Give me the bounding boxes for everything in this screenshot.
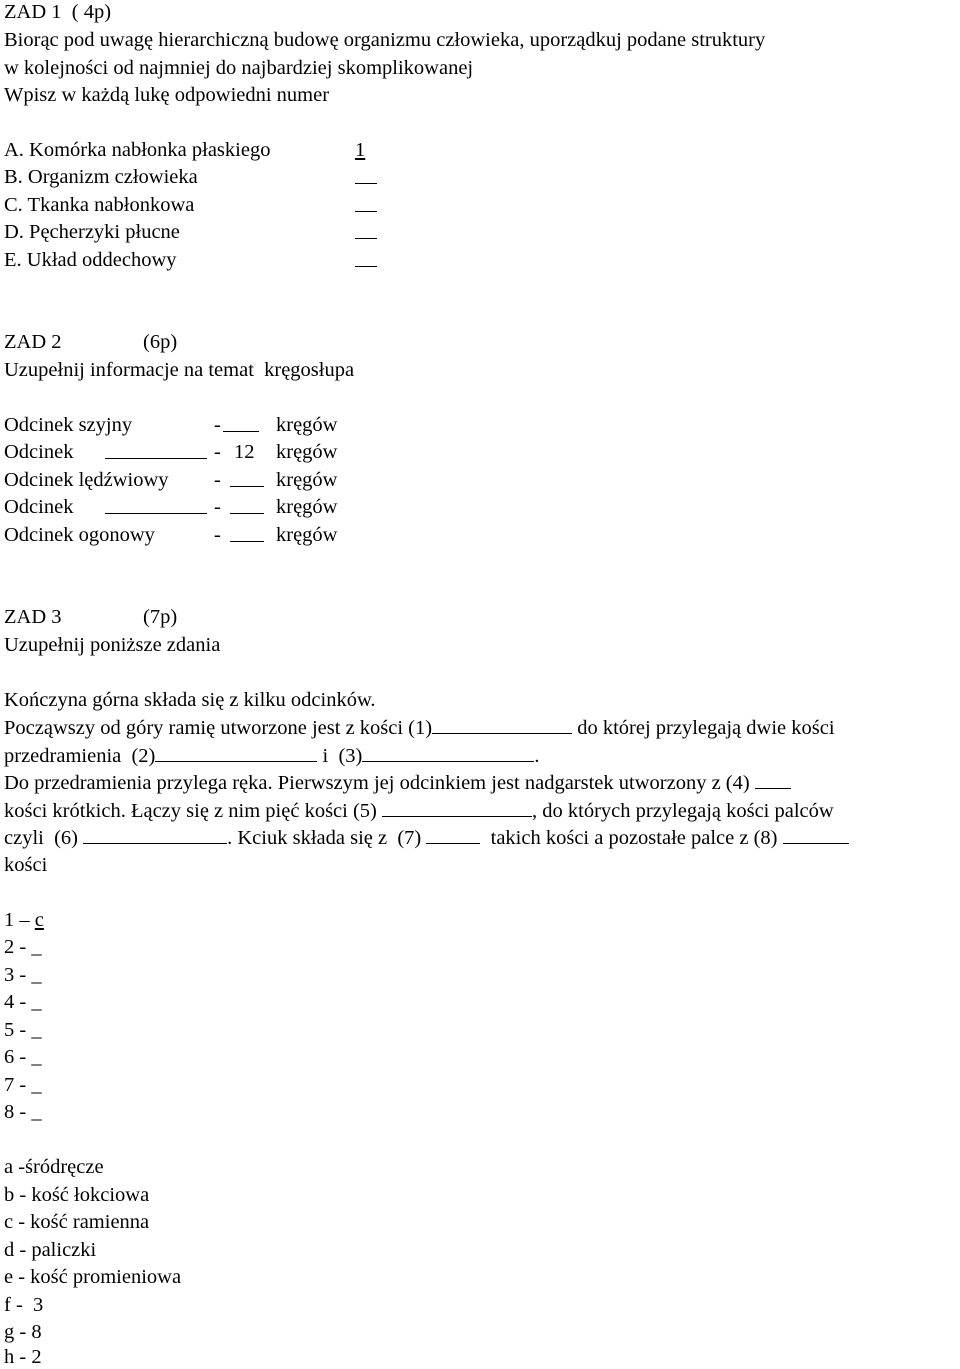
zad1-item-e: E. Układ oddechowy	[4, 249, 177, 271]
blank-6[interactable]	[83, 825, 227, 844]
zad3-text-line-6: czyli (6) . Kciuk składa się z (7) takich kości a pozostałe palce z (8)	[4, 825, 849, 850]
spine-row-3-dash: -	[214, 469, 221, 491]
spine-row-4-segment: Odcinek	[4, 496, 74, 518]
zad2-header: ZAD 2	[4, 331, 62, 353]
blank-3[interactable]	[362, 743, 534, 762]
option-b: b - kość łokciowa	[4, 1184, 150, 1206]
zad1-item-d: D. Pęcherzyki płucne	[4, 221, 180, 243]
answer-row-5[interactable]: 5 - _	[4, 1019, 42, 1041]
option-f: f - 3	[4, 1294, 44, 1316]
spine-row-4-count-blank[interactable]	[230, 495, 264, 520]
answer-row-1[interactable]: 1 – c	[4, 909, 44, 931]
spine-row-4-dash: -	[214, 496, 221, 518]
spine-row-2-dash: -	[214, 441, 221, 463]
spine-row-4-unit: kręgów	[276, 496, 338, 518]
spine-row-3-count-blank[interactable]	[230, 468, 264, 493]
option-a: a -śródręcze	[4, 1156, 104, 1178]
zad3-text-line-2: Począwszy od góry ramię utworzone jest z kości (1) do której przylegają dwie kości	[4, 717, 835, 739]
blank-7[interactable]	[426, 825, 480, 844]
spine-row-2-unit: kręgów	[276, 441, 338, 463]
spine-row-1-count-blank[interactable]	[223, 413, 259, 438]
spine-row-5-count-blank[interactable]	[230, 523, 264, 548]
zad3-text-line-7: kości	[4, 854, 48, 876]
option-g: g - 8	[4, 1321, 42, 1343]
zad3-points: (7p)	[143, 606, 178, 628]
zad3-instruction: Uzupełnij poniższe zdania	[4, 634, 221, 656]
option-e: e - kość promieniowa	[4, 1266, 182, 1288]
blank-8[interactable]	[783, 825, 849, 844]
zad1-item-a: A. Komórka nabłonka płaskiego	[4, 139, 271, 161]
spine-row-4-segment-blank[interactable]	[105, 495, 207, 520]
spine-row-1-segment: Odcinek szyjny	[4, 414, 133, 436]
answer-row-3[interactable]: 3 - _	[4, 964, 42, 986]
answer-row-8[interactable]: 8 - _	[4, 1101, 42, 1123]
zad1-item-c-blank[interactable]	[355, 193, 377, 218]
zad3-header: ZAD 3	[4, 606, 62, 628]
answer-row-2[interactable]: 2 - _	[4, 936, 42, 958]
blank-1[interactable]	[432, 715, 572, 734]
zad1-header: ZAD 1 ( 4p)	[4, 1, 112, 23]
zad2-points: (6p)	[143, 331, 178, 353]
zad3-text-line-4: Do przedramienia przylega ręka. Pierwszym jej odcinkiem jest nadgarstek utworzony z (4)	[4, 770, 791, 795]
zad3-text-line-1: Kończyna górna składa się z kilku odcinków.	[4, 689, 376, 711]
zad1-item-e-blank[interactable]	[355, 248, 377, 273]
zad1-item-b-blank[interactable]	[355, 165, 377, 190]
zad1-instruction-line-1: Biorąc pod uwagę hierarchiczną budowę organizmu człowieka, uporządkuj podane struktury	[4, 29, 766, 51]
spine-row-1-unit: kręgów	[276, 414, 338, 436]
answer-row-6[interactable]: 6 - _	[4, 1046, 42, 1068]
spine-row-5-segment: Odcinek ogonowy	[4, 524, 155, 546]
spine-row-5-dash: -	[214, 524, 221, 546]
blank-5[interactable]	[382, 798, 532, 817]
zad3-text-line-3: przedramienia (2) i (3) .	[4, 745, 540, 767]
blank-4[interactable]	[755, 770, 791, 789]
blank-2[interactable]	[155, 743, 317, 762]
option-d: d - paliczki	[4, 1239, 97, 1261]
spine-row-3-unit: kręgów	[276, 469, 338, 491]
zad1-instruction-line-3: Wpisz w każdą lukę odpowiedni numer	[4, 84, 330, 106]
zad1-instruction-line-2: w kolejności od najmniej do najbardziej skomplikowanej	[4, 57, 474, 79]
zad1-item-c: C. Tkanka nabłonkowa	[4, 194, 195, 216]
option-c: c - kość ramienna	[4, 1211, 150, 1233]
option-h: h - 2	[4, 1346, 42, 1368]
spine-row-1-dash: -	[214, 414, 221, 436]
spine-row-2-segment: Odcinek	[4, 441, 74, 463]
zad3-text-line-5: kości krótkich. Łączy się z nim pięć kości (5) , do których przylegają kości palców	[4, 800, 834, 822]
zad2-instruction: Uzupełnij informacje na temat kręgosłupa	[4, 359, 355, 381]
spine-row-2-segment-blank[interactable]	[105, 440, 207, 465]
spine-row-2-count: 12	[234, 441, 255, 463]
zad1-item-b: B. Organizm człowieka	[4, 166, 198, 188]
answer-row-7[interactable]: 7 - _	[4, 1074, 42, 1096]
spine-row-5-unit: kręgów	[276, 524, 338, 546]
zad1-item-d-blank[interactable]	[355, 220, 377, 245]
zad1-item-a-answer[interactable]: 1	[355, 139, 366, 161]
answer-row-4[interactable]: 4 - _	[4, 991, 42, 1013]
spine-row-3-segment: Odcinek lędźwiowy	[4, 469, 169, 491]
